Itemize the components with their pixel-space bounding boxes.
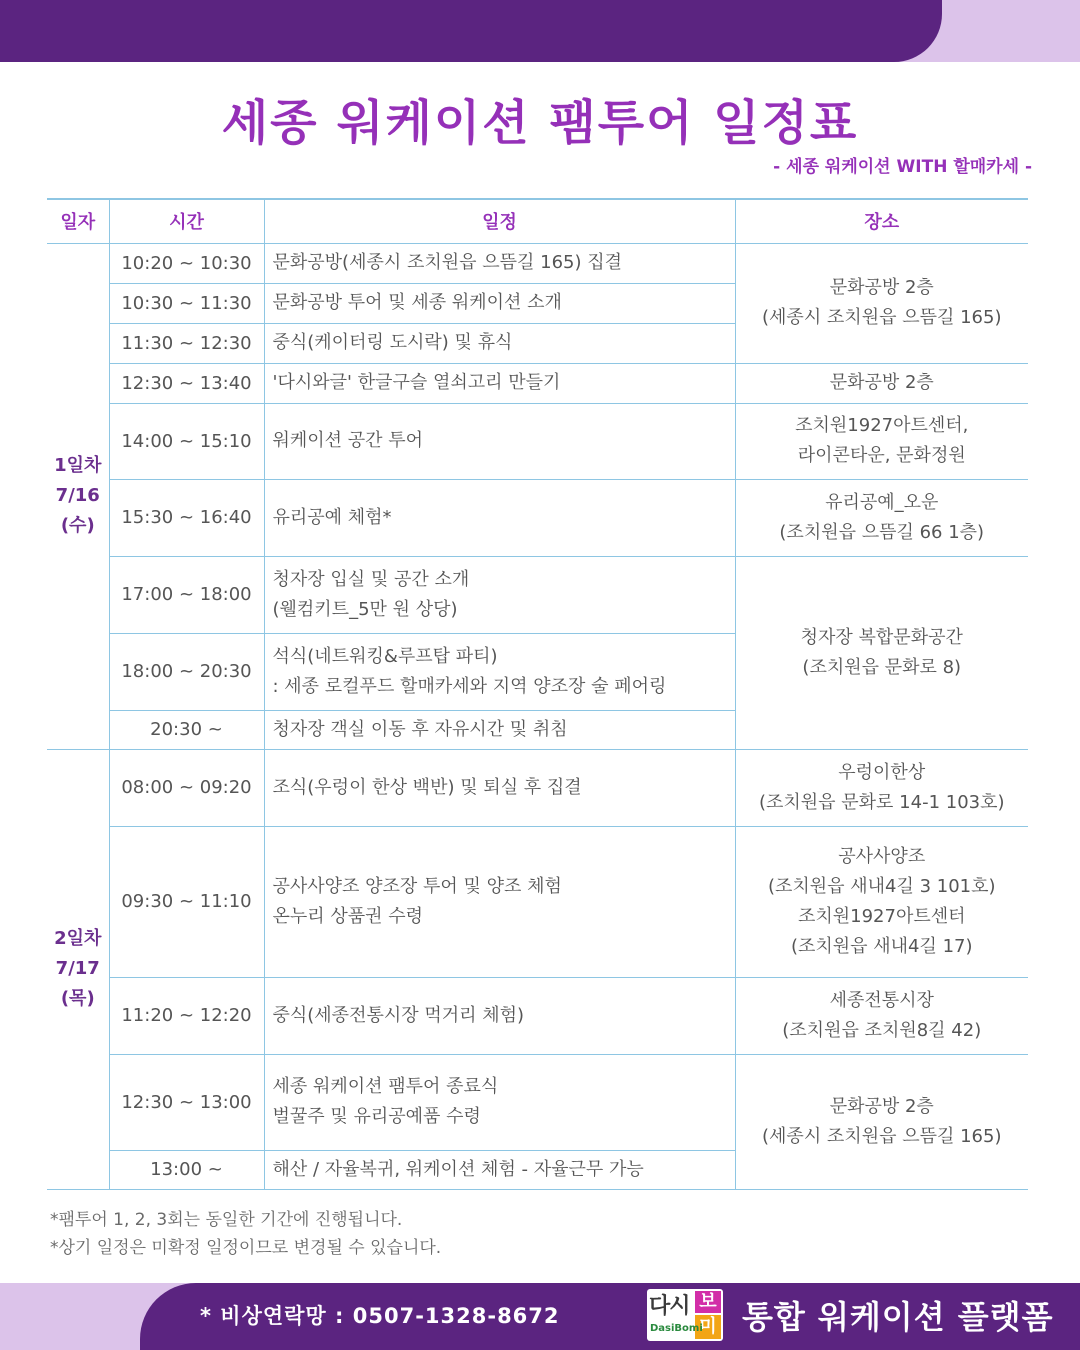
header-schedule: 일정 (264, 199, 735, 243)
place-line: (세종시 조치원읍 으뜸길 165) (762, 307, 1002, 328)
day-label: 1일차 (54, 455, 102, 476)
event-line: 벌꿀주 및 유리공예품 수령 (272, 1106, 481, 1127)
table-row (47, 977, 1028, 1054)
place-line: (조치원읍 새내4길 17) (790, 935, 973, 957)
place-line: 라이콘타운, 문화정원 (797, 445, 966, 466)
place-cell (735, 826, 1028, 977)
footnote: *팸투어 1, 2, 3회는 동일한 기간에 진행됩니다. (50, 1210, 403, 1230)
day-label: 2일차 (54, 928, 102, 949)
place-line: (조치원읍 으뜸길 66 1층) (779, 521, 985, 543)
event-line: 조식(우렁이 한상 백반) 및 퇴실 후 집결 (272, 776, 582, 798)
place-line: 세종전통시장 (829, 989, 934, 1011)
place-line: 조치원1927아트센터 (797, 905, 966, 927)
event-cell (264, 283, 735, 323)
event-line: 석식(네트워킹&루프탑 파티) (272, 645, 498, 667)
time-cell: 17:00 ~ 18:00 (109, 556, 264, 633)
time-cell: 11:30 ~ 12:30 (109, 323, 264, 363)
event-line: 중식(케이터링 도시락) 및 휴식 (272, 332, 513, 353)
time-cell: 10:20 ~ 10:30 (109, 243, 264, 283)
place-cell (735, 243, 1028, 363)
footnote: *상기 일정은 미확정 일정이므로 변경될 수 있습니다. (50, 1238, 442, 1258)
event-cell (264, 323, 735, 363)
place-line: (조치원읍 문화로 8) (802, 656, 962, 678)
event-line: 온누리 상품권 수령 (272, 905, 424, 927)
event-cell (264, 243, 735, 283)
day-weekday: (수) (60, 515, 95, 536)
event-line: 문화공방 투어 및 세종 워케이션 소개 (272, 292, 562, 313)
place-line: (조치원읍 새내4길 3 101호) (767, 875, 996, 897)
table-row (47, 749, 1028, 826)
place-line: (세종시 조치원읍 으뜸길 165) (762, 1125, 1002, 1147)
page-subtitle: - 세종 워케이션 WITH 할매카세 - (773, 157, 1032, 177)
table-row (47, 1054, 1028, 1150)
place-line: 문화공방 2층 (829, 1095, 934, 1117)
event-cell (264, 1150, 735, 1189)
event-line: 청자장 입실 및 공간 소개 (272, 568, 470, 590)
table-row (47, 403, 1028, 479)
place-line: (조치원읍 조치원8길 42) (782, 1019, 982, 1041)
emergency-contact: * 비상연락망 : 0507-1328-8672 (200, 1304, 560, 1328)
day-date: 7/17 (55, 958, 100, 979)
place-cell (735, 749, 1028, 826)
event-line: '다시와글' 한글구슬 열쇠고리 만들기 (272, 372, 561, 393)
header-time: 시간 (109, 199, 264, 243)
place-line: 우렁이한상 (838, 761, 926, 783)
time-cell: 12:30 ~ 13:00 (109, 1054, 264, 1150)
logo-subtext: DasiBomi (650, 1323, 703, 1334)
table-row (47, 556, 1028, 633)
event-cell (264, 977, 735, 1054)
event-cell (264, 403, 735, 479)
event-line: 문화공방(세종시 조치원읍 으뜸길 165) 집결 (272, 252, 622, 273)
place-line: 조치원1927아트센터, (795, 415, 969, 436)
footnotes (50, 1206, 441, 1262)
platform-name: 통합 워케이션 플랫폼 (742, 1298, 1054, 1336)
time-cell: 13:00 ~ (109, 1150, 264, 1189)
place-cell (735, 403, 1028, 479)
time-cell: 11:20 ~ 12:20 (109, 977, 264, 1054)
event-line: 유리공예 체험* (272, 506, 392, 528)
table-row (47, 363, 1028, 403)
time-cell: 18:00 ~ 20:30 (109, 633, 264, 710)
header-day: 일자 (47, 199, 109, 243)
day-date: 7/16 (55, 485, 100, 506)
event-cell (264, 1054, 735, 1150)
event-cell (264, 749, 735, 826)
place-line: (조치원읍 문화로 14-1 103호) (758, 791, 1005, 813)
header-place: 장소 (735, 199, 1028, 243)
event-cell (264, 826, 735, 977)
event-line: 공사사양조 양조장 투어 및 양조 체험 (272, 875, 562, 897)
event-cell (264, 479, 735, 556)
event-cell (264, 556, 735, 633)
event-line: : 세종 로컬푸드 할매카세와 지역 양조장 술 페어링 (272, 675, 667, 697)
event-line: 세종 워케이션 팸투어 종료식 (272, 1076, 499, 1097)
top-band-dark (0, 0, 942, 62)
event-cell (264, 363, 735, 403)
place-line: 공사사양조 (838, 845, 926, 867)
time-cell: 12:30 ~ 13:40 (109, 363, 264, 403)
logo-text: 다시 (649, 1294, 690, 1319)
event-line: 청자장 객실 이동 후 자유시간 및 취침 (272, 718, 568, 740)
place-cell (735, 479, 1028, 556)
day-weekday: (목) (60, 988, 95, 1009)
day-cell-1 (47, 243, 109, 749)
place-cell (735, 977, 1028, 1054)
time-cell: 15:30 ~ 16:40 (109, 479, 264, 556)
time-cell: 20:30 ~ (109, 710, 264, 749)
place-line: 유리공예_오운 (825, 491, 939, 513)
place-cell (735, 363, 1028, 403)
event-cell (264, 710, 735, 749)
table-row (47, 479, 1028, 556)
dasibomi-logo (647, 1289, 723, 1341)
event-line: (웰컴키트_5만 원 상당) (272, 598, 458, 620)
day-cell-2 (47, 749, 109, 1189)
place-line: 문화공방 2층 (829, 372, 934, 393)
schedule-table (47, 198, 1028, 1190)
logo-block-bo: 보 (695, 1291, 721, 1313)
place-line: 문화공방 2층 (829, 277, 934, 298)
event-cell (264, 633, 735, 710)
time-cell: 08:00 ~ 09:20 (109, 749, 264, 826)
place-line: 청자장 복합문화공간 (800, 626, 963, 648)
event-line: 워케이션 공간 투어 (272, 430, 424, 451)
place-cell (735, 556, 1028, 749)
table-row (47, 826, 1028, 977)
event-line: 중식(세종전통시장 먹거리 체험) (272, 1004, 525, 1026)
time-cell: 09:30 ~ 11:10 (109, 826, 264, 977)
time-cell: 14:00 ~ 15:10 (109, 403, 264, 479)
table-row (47, 243, 1028, 283)
table-header-row (47, 199, 1028, 243)
event-line: 해산 / 자율복귀, 워케이션 체험 - 자율근무 가능 (272, 1158, 644, 1180)
logo-block-mi: 미 (695, 1315, 721, 1339)
place-cell (735, 1054, 1028, 1189)
page-title: 세종 워케이션 팸투어 일정표 (221, 95, 859, 151)
time-cell: 10:30 ~ 11:30 (109, 283, 264, 323)
